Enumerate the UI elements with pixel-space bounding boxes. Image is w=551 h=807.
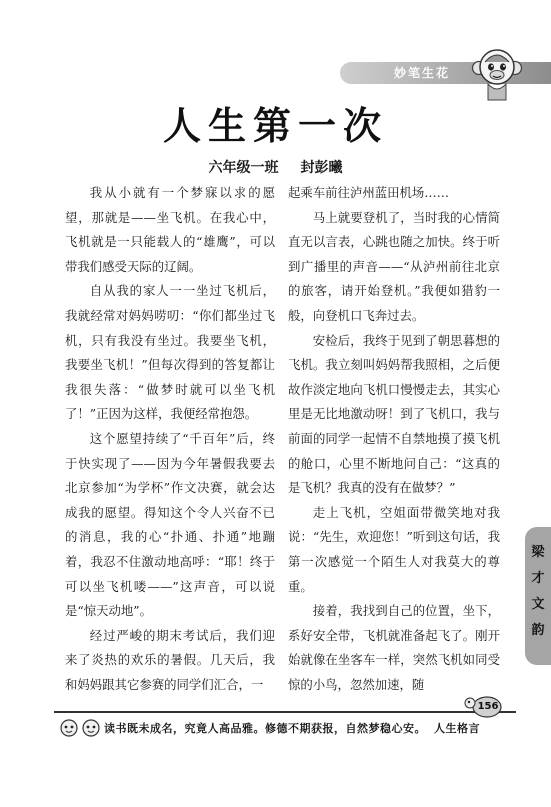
side-tab-char: 韵 (531, 623, 545, 638)
paragraph: 我从小就有一个梦寐以求的愿望，那就是——坐飞机。在我心中，飞机就是一只能载人的“雄鹰”，可以带我们感受天际的辽阔。 (65, 185, 275, 274)
side-tab-char: 梁 (531, 545, 545, 560)
footer-quote (104, 718, 524, 740)
footer-divider (54, 711, 516, 713)
right-column (288, 181, 500, 692)
paragraph: 安检后，我终于见到了朝思暮想的飞机。我立刻叫妈妈帮我照相，之后便故作淡定地向飞机口慢慢走去，其实心里是无比地激动呀！到了飞机口，我与前面的同学一起情不自禁地摸了摸飞机的舱口，心里不断地问自己：“这真的是飞机？我真的没有在做梦？” (288, 332, 500, 496)
quote-text: 读书既未成名，究竟人高品雅。修德不期获报，自然梦稳心安。 (104, 722, 426, 735)
header-tag: 妙笔生花 (393, 66, 450, 80)
quote-source: 人生格言 (434, 722, 480, 735)
author-class: 六年级一班 (208, 160, 279, 176)
paragraph: 自从我的家人一一坐过飞机后，我就经常对妈妈唠叨：“你们都坐过飞机，只有我没有坐过。我要坐飞机，我要坐飞机！”但每次得到的答复都让我很失落：“做梦时就可以坐飞机了！”正因为这样，我便经常抱怨。 (65, 283, 275, 422)
left-column (65, 181, 275, 692)
mascots-icon (58, 718, 104, 740)
paragraph-continued: 起乘车前往泸州蓝田机场…… (288, 185, 450, 200)
side-tab-char: 才 (531, 571, 545, 586)
paragraph: 经过严峻的期末考试后，我们迎来了炎热的欢乐的暑假。几天后，我和妈妈跟其它参赛的同学们汇合，一 (65, 627, 275, 692)
paragraph: 接着，我找到自己的位置，坐下，系好安全带，飞机就准备起飞了。刚开始就像在坐客车一样，突然飞机如同受惊的小鸟，忽然加速，随 (288, 603, 500, 692)
paragraph: 这个愿望持续了“千百年”后，终于快实现了——因为今年暑假我要去北京参加“为学杯”作文决赛，就会达成我的愿望。得知这个令人兴奋不已的消息，我的心“扑通、扑通”地蹦着，我忍不住激动地高呼：“耶！终于可以坐飞机喽——”这声音，可以说是“惊天动地”。 (65, 430, 275, 619)
author-name: 封彭曦 (300, 160, 343, 176)
monkey-logo-icon (470, 42, 524, 102)
article-byline (0, 158, 551, 178)
paragraph: 走上飞机，空姐面带微笑地对我说：“先生，欢迎您！”听到这句话，我第一次感觉一个陌生人对我莫大的尊重。 (288, 504, 500, 594)
side-tab-char: 文 (531, 597, 545, 612)
page-number: 156 (477, 701, 499, 712)
article-title: 人生第一次 (162, 104, 388, 148)
paragraph: 马上就要登机了，当时我的心情简直无以言表，心跳也随之加快。终于听到广播里的声音——“从泸州前往北京的旅客，请开始登机。”我便如猎豹一般，向登机口飞奔过去。 (288, 209, 500, 323)
